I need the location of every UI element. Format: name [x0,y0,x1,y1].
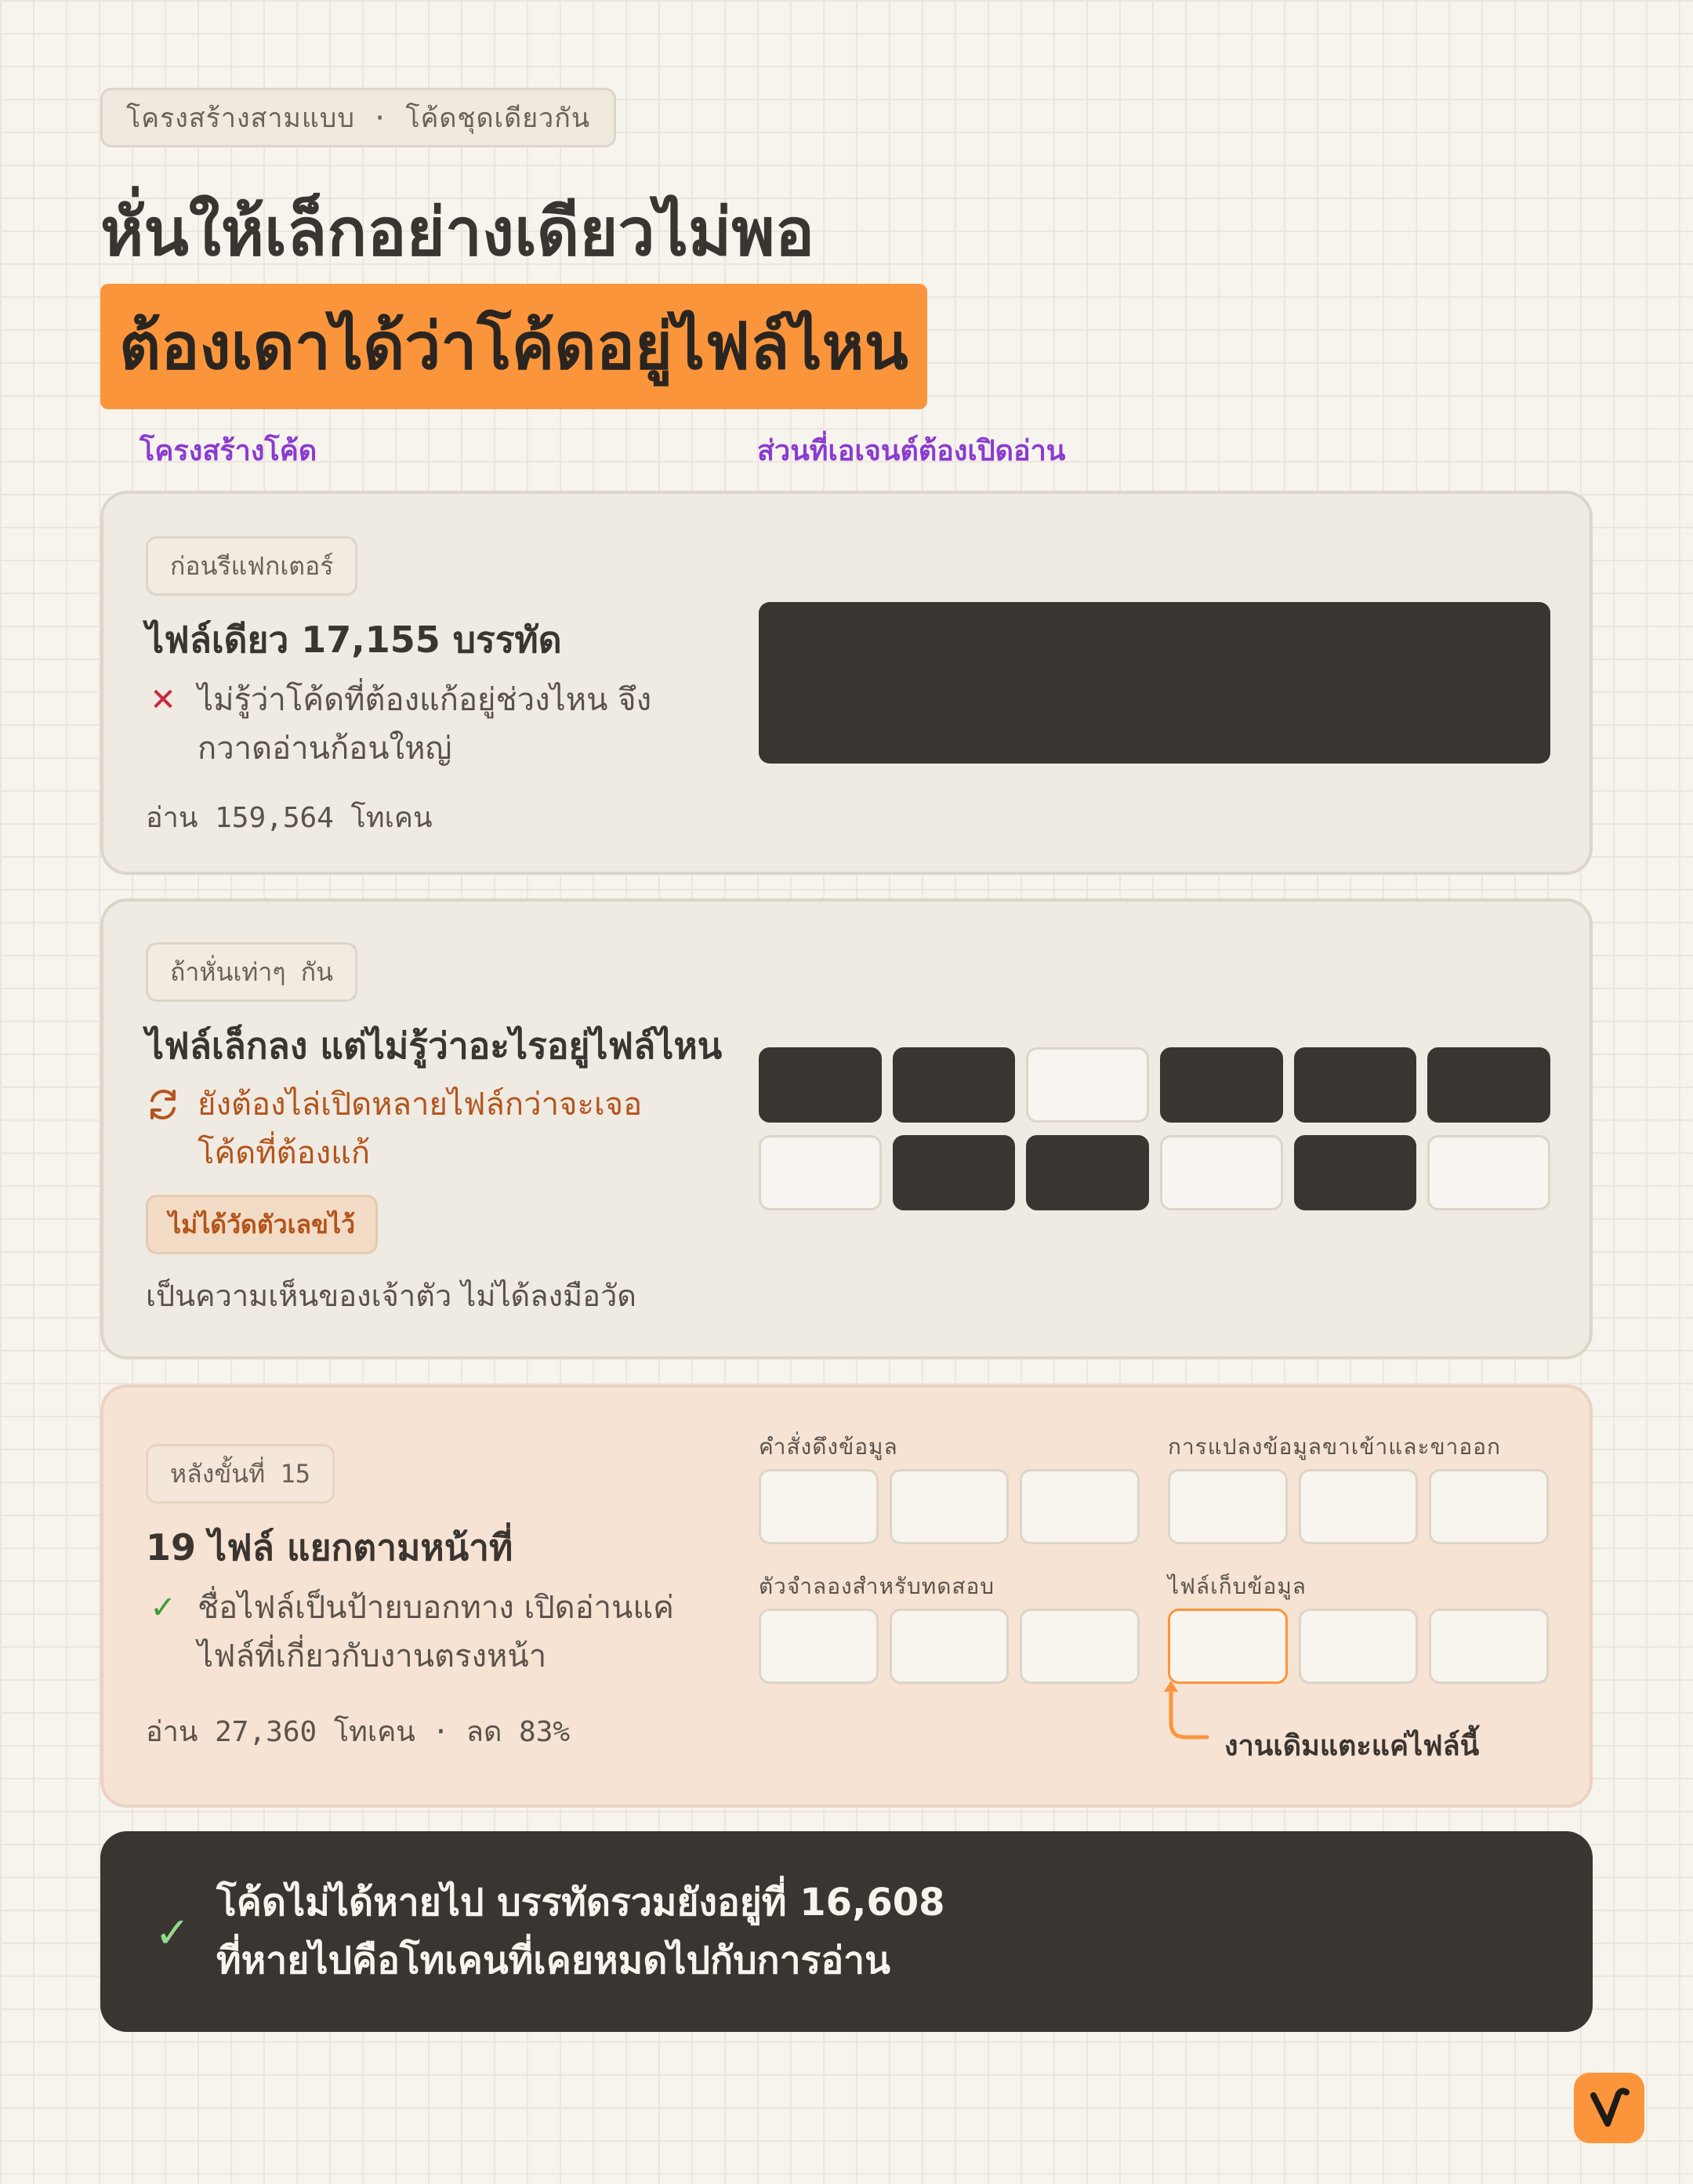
file-group-label: คำสั่งดึงข้อมูล [759,1434,898,1460]
panel-equal-split [100,898,1593,1359]
callout-arrow [1163,1678,1210,1748]
panel-title: ไฟล์เล็กลง แต่ไม่รู้ว่าอะไรอยู่ไฟล์ไหน [146,1025,723,1067]
check-icon: ✓ [154,1908,190,1957]
file-cell [893,1047,1016,1123]
panel-bullet [146,676,741,773]
panel-before-refactor [100,491,1593,875]
summary-banner [100,1831,1593,2032]
summary-line: ที่หายไปคือโทเคนที่เคยหมดไปกับการอ่าน [216,1939,890,1983]
file-cell [1427,1047,1550,1123]
file-group [759,1569,1140,1684]
file-cell [1026,1135,1149,1210]
file-cell [1299,1609,1419,1684]
bullet-line: ไม่รู้ว่าโค้ดที่ต้องแก้อยู่ช่วงไหน จึง [198,682,652,718]
file-group-label: ตัวจำลองสำหรับทดสอบ [759,1573,995,1599]
file-cell [759,1047,882,1123]
bullet-line: ไฟล์ที่เกี่ยวกับงานตรงหน้า [198,1638,547,1674]
bullet-line: กวาดอ่านก้อนใหญ่ [198,731,452,767]
file-grid [759,1047,1550,1210]
kicker-label: โครงสร้างสามแบบ · โค้ดชุดเดียวกัน [100,88,616,147]
x-icon: ✕ [150,682,176,718]
token-stat: อ่าน 159,564 โทเคน [146,802,433,834]
panel-title: ไฟล์เดียว 17,155 บรรทัด [146,619,562,661]
check-icon: ✓ [150,1590,176,1626]
callout-label: งานเดิมแตะแค่ไฟล์นี้ [1224,1730,1480,1762]
file-cell [1020,1609,1140,1684]
file-cell [1020,1469,1140,1544]
panel-note: เป็นความเห็นของเจ้าตัว ไม่ได้ลงมือวัด [146,1279,636,1313]
file-group-label: การแปลงข้อมูลขาเข้าและขาออก [1168,1434,1501,1460]
column-heading-read: ส่วนที่เอเจนต์ต้องเปิดอ่าน [757,435,1066,467]
summary-line: โค้ดไม่ได้หายไป บรรทัดรวมยังอยู่ที่ 16,608 [216,1881,945,1925]
bullet-line: ยังต้องไล่เปิดหลายไฟล์กว่าจะเจอ [198,1087,643,1123]
panel-bullet [146,1584,741,1681]
panel-tag: ก่อนรีแฟกเตอร์ [146,536,357,596]
file-cell [1427,1135,1550,1210]
panel-title: 19 ไฟล์ แยกตามหน้าที่ [146,1526,513,1569]
file-cell [1160,1135,1283,1210]
file-cell [759,1469,879,1544]
page-title: หั่นให้เล็กอย่างเดียวไม่พอ [100,194,815,270]
file-group [1168,1569,1549,1684]
file-cell [1429,1469,1549,1544]
column-heading-structure: โครงสร้างโค้ด [140,435,317,467]
file-cell [1299,1469,1419,1544]
file-cell [1429,1609,1549,1684]
file-cell [759,1609,879,1684]
file-group [759,1430,1140,1544]
refresh-icon [146,1080,180,1177]
not-measured-badge: ไม่ได้วัดตัวเลขไว้ [146,1195,378,1254]
file-cell [759,1135,882,1210]
panel-tag: หลังขั้นที่ 15 [146,1444,335,1504]
bullet-line: โค้ดที่ต้องแก้ [198,1135,371,1171]
file-group-label: ไฟล์เก็บข้อมูล [1168,1573,1307,1599]
panel-tag: ถ้าหั่นเท่าๆ กัน [146,942,357,1002]
v-logo-icon [1584,2083,1634,2133]
file-cell [890,1609,1010,1684]
brand-logo [1574,2073,1644,2143]
file-group [1168,1430,1549,1544]
bullet-line: ชื่อไฟล์เป็นป้ายบอกทาง เปิดอ่านแค่ [198,1590,674,1626]
panel-after-step [100,1384,1593,1808]
file-cell-highlighted [1168,1609,1288,1684]
file-cell [1294,1047,1417,1123]
file-cell [1294,1135,1417,1210]
file-cell [1168,1469,1288,1544]
file-cell [1160,1047,1283,1123]
file-cell [890,1469,1010,1544]
file-cell [1026,1047,1149,1123]
panel-bullet [146,1080,741,1177]
page-title-highlight: ต้องเดาได้ว่าโค้ดอยู่ไฟล์ไหน [100,284,927,409]
token-stat: อ่าน 27,360 โทเคน · ลด 83% [146,1716,571,1748]
single-file-block [759,602,1550,764]
file-cell [893,1135,1016,1210]
